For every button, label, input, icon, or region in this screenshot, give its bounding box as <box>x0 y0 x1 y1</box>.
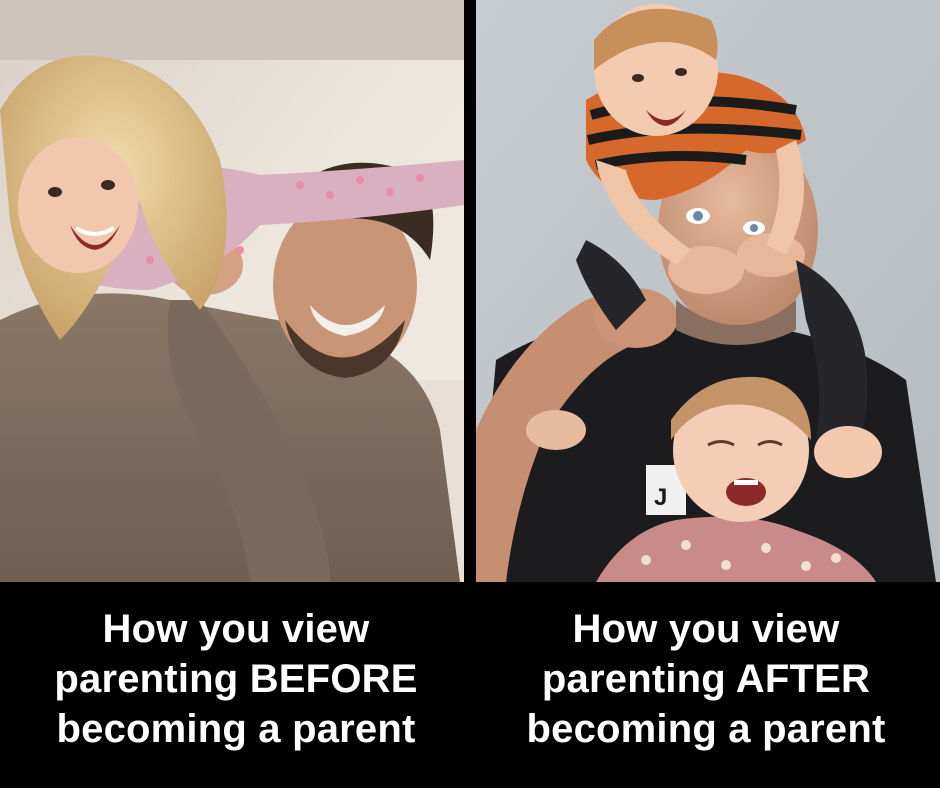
svg-text:J: J <box>654 484 668 511</box>
after-caption <box>474 604 938 774</box>
before-caption <box>4 604 468 774</box>
before-photo-illustration <box>0 0 464 582</box>
before-caption-line-1: How you view <box>102 607 370 651</box>
before-photo <box>0 0 464 582</box>
after-photo <box>476 0 940 582</box>
after-caption-line-2: parenting AFTER <box>541 657 871 701</box>
after-caption-line-1: How you view <box>572 607 840 651</box>
before-caption-line-2: parenting BEFORE <box>54 657 418 701</box>
after-caption-line-3: becoming a parent <box>526 707 886 751</box>
before-caption-line-3: becoming a parent <box>56 707 416 751</box>
after-photo-illustration <box>476 0 940 582</box>
